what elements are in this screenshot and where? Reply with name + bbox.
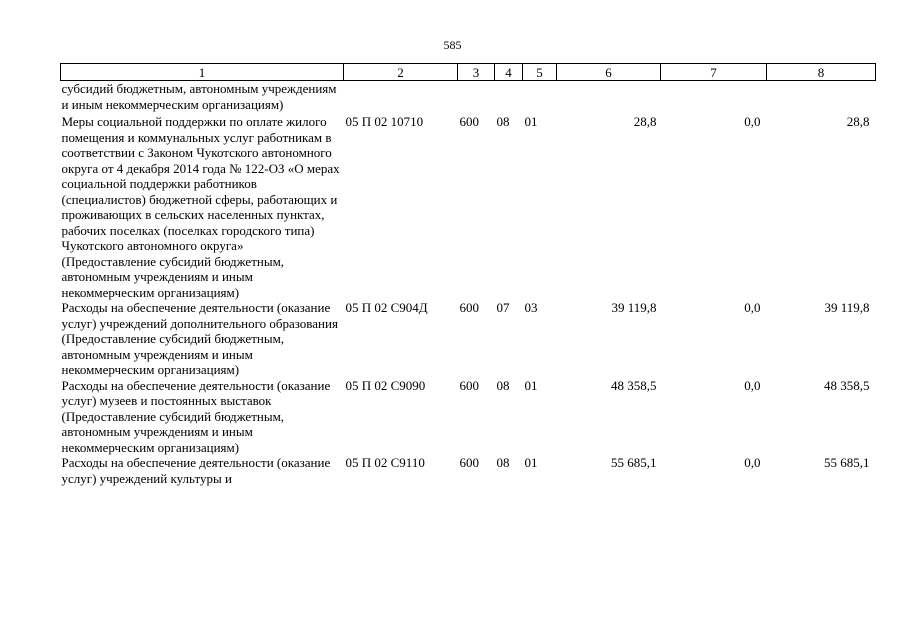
- table-row: [61, 300, 876, 378]
- header-col-6: 6: [557, 64, 661, 81]
- row-code: 05 П 02 С904Д: [345, 300, 428, 315]
- row-v7: 0,0: [744, 300, 761, 315]
- row-c5: 03: [524, 300, 538, 315]
- row-c4: 08: [496, 455, 510, 470]
- header-col-1: 1: [61, 64, 344, 81]
- row-c3: 600: [459, 455, 479, 470]
- header-col-8: 8: [767, 64, 876, 81]
- header-col-3: 3: [458, 64, 495, 81]
- row-v7: [661, 81, 767, 115]
- row-v6: 39 119,8: [611, 300, 657, 315]
- header-col-4: 4: [495, 64, 523, 81]
- row-c3: 600: [459, 377, 479, 393]
- row-c3: 600: [459, 300, 479, 315]
- budget-table: [60, 63, 876, 486]
- page-number: 585: [443, 38, 462, 52]
- row-c5: 01: [524, 377, 538, 393]
- row-v7: 0,0: [744, 114, 761, 129]
- row-c3: [458, 81, 495, 115]
- header-col-7: 7: [661, 64, 767, 81]
- row-v6: 28,8: [633, 114, 657, 129]
- row-v8: 55 685,1: [824, 455, 870, 470]
- table-row: [61, 114, 876, 300]
- row-name: Расходы на обеспечение деятельности (оказание услуг) музеев и постоянных выставок (Предоставление субсидий бюджетным, автономным учреждениям и иным некоммерческим организациям): [61, 377, 331, 455]
- row-v8: 39 119,8: [824, 300, 870, 315]
- row-name: субсидий бюджетным, автономным учреждениям и иным некоммерческим организациям): [61, 81, 337, 112]
- row-c5: 01: [524, 114, 538, 129]
- table-row: [61, 81, 876, 115]
- row-name: Меры социальной поддержки по оплате жилого помещения и коммунальных услуг работникам в соответствии с Законом Чукотского автономного округа от 4 декабря 2014 года № 122-ОЗ «О мерах социальной поддержки работников (специалистов) бюджетной сферы, работающих и проживающих в сельских населенных пунктах, рабочих поселках (поселках городского типа) Чукотского автономного округа» (Предоставление субсидий бюджетным, автономным учреждениям и иным некоммерческим организациям): [61, 114, 340, 300]
- row-code: 05 П 02 С9090: [345, 377, 426, 393]
- row-c4: 08: [496, 114, 510, 129]
- row-code: [344, 81, 458, 115]
- row-c4: 07: [496, 300, 510, 315]
- row-v8: 48 358,5: [824, 377, 870, 393]
- row-v8: [767, 81, 876, 115]
- row-name: Расходы на обеспечение деятельности (оказание услуг) учреждений дополнительного образования (Предоставление субсидий бюджетным, автономным учреждениям и иным некоммерческим организациям): [61, 300, 338, 377]
- table-row: [61, 455, 876, 486]
- row-code: 05 П 02 10710: [345, 114, 424, 129]
- row-v6: [557, 81, 661, 115]
- row-v7: 0,0: [744, 377, 761, 393]
- row-v7: 0,0: [744, 455, 761, 470]
- row-code: 05 П 02 С9110: [345, 455, 425, 470]
- row-v6: 48 358,5: [611, 377, 657, 393]
- row-v8: 28,8: [846, 114, 870, 129]
- row-name: Расходы на обеспечение деятельности (оказание услуг) учреждений культуры и: [61, 455, 331, 486]
- row-c4: 08: [496, 377, 510, 393]
- header-row: [61, 64, 876, 81]
- row-v6: 55 685,1: [611, 455, 657, 470]
- table-row: [61, 378, 876, 456]
- row-c5: 01: [524, 455, 538, 470]
- header-col-5: 5: [523, 64, 557, 81]
- row-c3: 600: [459, 114, 479, 129]
- row-c5: [523, 81, 557, 115]
- header-col-2: 2: [344, 64, 458, 81]
- row-c4: [495, 81, 523, 115]
